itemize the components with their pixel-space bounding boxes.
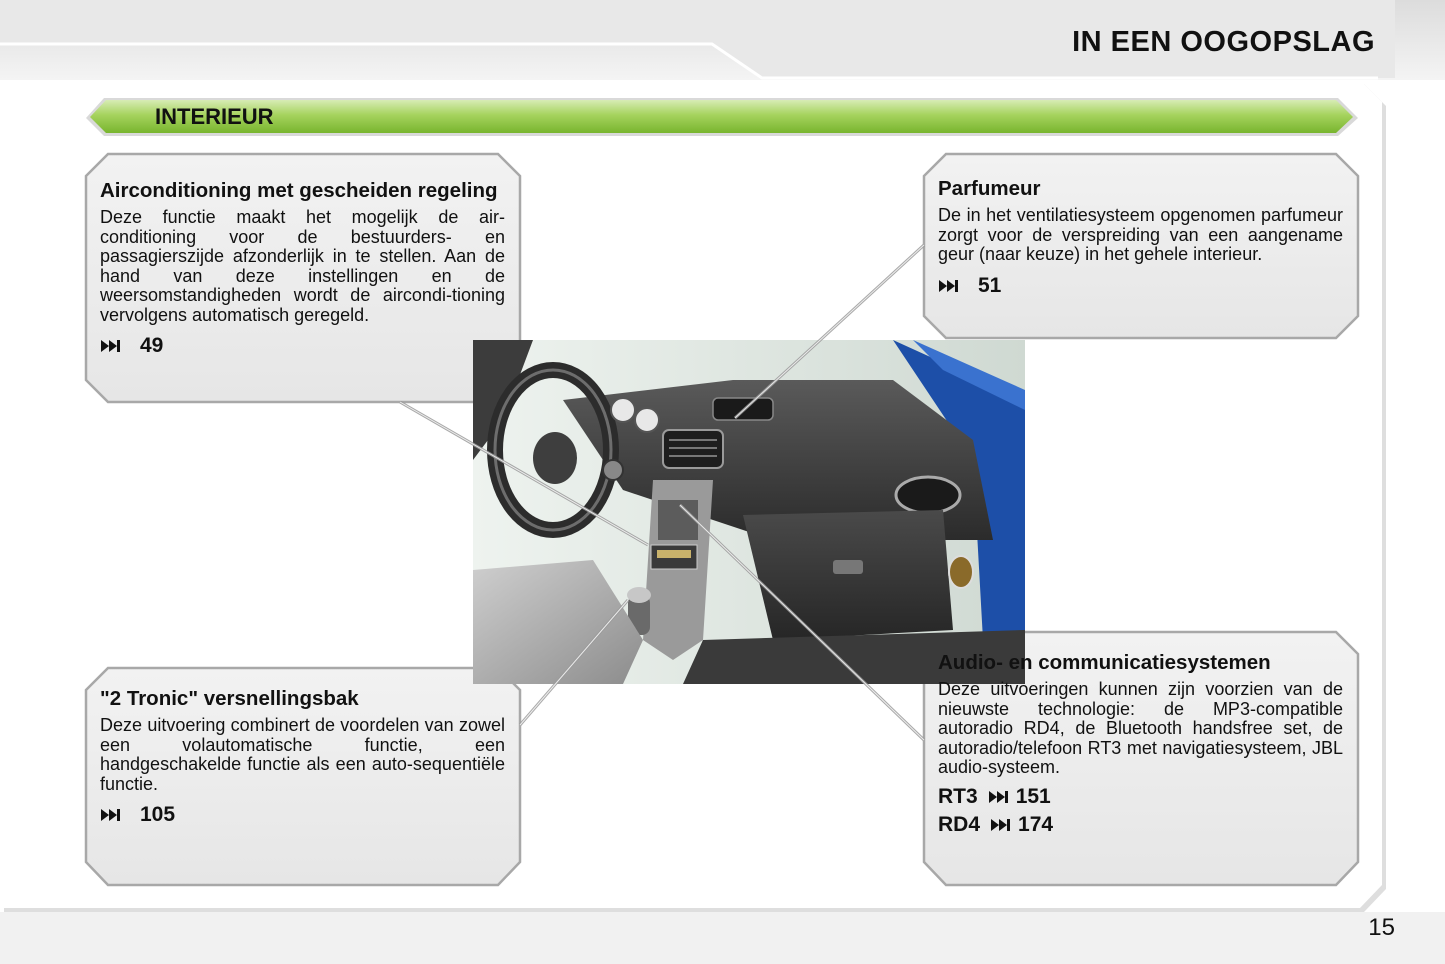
parfumeur-page-number: 51 (978, 273, 1002, 297)
audio-text: Deze uitvoeringen kunnen zijn voorzien van de nieuwste technologie: de MP3-compatible autoradio RD4, de Bluetooth handsfree set, de autoradio/telefoon RT3 met navigatiesysteem, JBL audio-systeem. (938, 679, 1343, 777)
audio-rd4-page-reference[interactable] (938, 812, 1343, 838)
fast-forward-icon (938, 278, 960, 294)
car-interior-illustration (473, 340, 1025, 684)
parfumeur-text: De in het ventilatiesysteem opgenomen parfumeur zorgt voor de verspreiding van een aangename geur (naar keuze) in het gehele interieur. (938, 205, 1343, 264)
rt3-label: RT3 (938, 784, 978, 808)
parfumeur-page-reference[interactable] (938, 273, 1343, 299)
fast-forward-icon (990, 817, 1012, 833)
rt3-page-number: 151 (1015, 784, 1051, 808)
tronic-page-number: 105 (140, 803, 176, 826)
fast-forward-icon (988, 789, 1010, 805)
tronic-title: "2 Tronic" versnellingsbak (100, 687, 359, 710)
airco-title: Airconditioning met gescheiden regeling (100, 179, 498, 202)
audio-title: Audio- en communicatiesystemen (938, 651, 1271, 674)
fast-forward-icon (100, 338, 122, 354)
airco-text: Deze functie maakt het mogelijk de air-conditioning voor de bestuurders- en passagierszijde afzonderlijk in te stellen. Aan de hand van deze instellingen en de weersomstandigheden wordt de aircondi-tioning vervolgens automatisch geregeld. (100, 207, 505, 325)
audio-info-box (938, 652, 1343, 838)
rd4-page-number: 174 (1018, 812, 1054, 836)
parfumeur-title: Parfumeur (938, 177, 1041, 200)
page-title: IN EEN OOGOPSLAG (1072, 26, 1375, 58)
airco-page-number: 49 (140, 334, 164, 357)
rd4-label: RD4 (938, 812, 981, 836)
tronic-info-box (100, 688, 505, 828)
airco-page-reference[interactable] (100, 333, 505, 359)
parfumeur-info-box (938, 178, 1343, 299)
tronic-page-reference[interactable] (100, 802, 505, 828)
audio-rt3-page-reference[interactable] (938, 784, 1343, 810)
airco-info-box (100, 180, 505, 359)
page-number: 15 (1368, 914, 1395, 941)
section-title: INTERIEUR (155, 104, 274, 129)
tronic-text: Deze uitvoering combinert de voordelen van zowel een volautomatische functie, een handgeschakelde functie als een auto-sequentiële functie. (100, 715, 505, 794)
fast-forward-icon (100, 807, 122, 823)
